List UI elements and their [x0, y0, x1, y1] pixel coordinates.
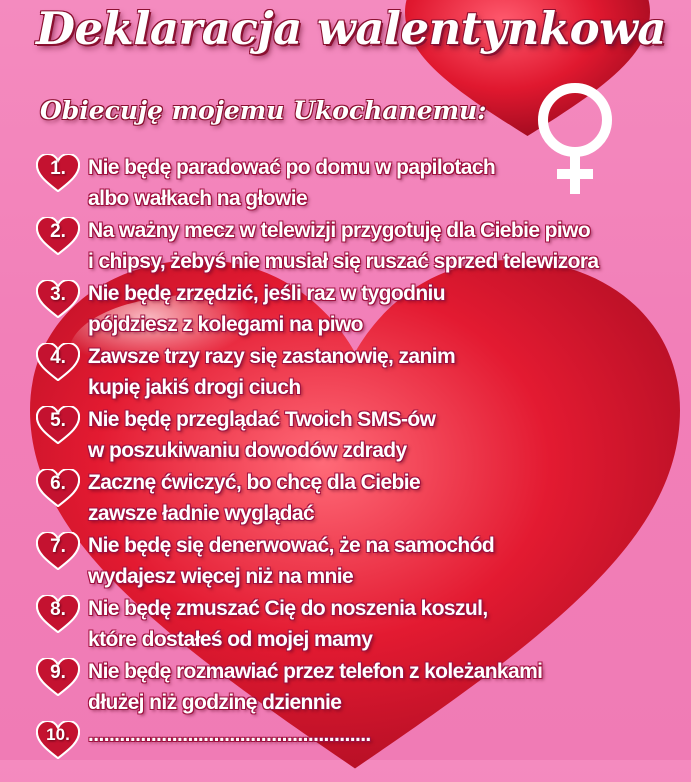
item-text [88, 215, 678, 277]
list-item [36, 530, 686, 593]
list-item [36, 656, 686, 719]
item-text [88, 152, 678, 214]
item-text [88, 467, 678, 529]
item-line-1: Nie będę zmuszać Cię do noszenia koszul, [88, 597, 488, 620]
list-item [36, 593, 686, 656]
item-text [88, 278, 678, 340]
list-item [36, 341, 686, 404]
item-line-1: Nie będę przeglądać Twoich SMS-ów [88, 408, 436, 431]
item-number: 9. [50, 662, 66, 683]
list-item [36, 278, 686, 341]
item-line-2: w poszukiwaniu dowodów zdrady [88, 439, 407, 462]
item-number: 2. [50, 221, 66, 242]
item-number: 6. [50, 473, 66, 494]
item-text [88, 593, 678, 655]
item-line-1: Nie będę się denerwować, że na samochód [88, 534, 495, 557]
list-item [36, 467, 686, 530]
item-line-1: Zawsze trzy razy się zastanowię, zanim [88, 345, 456, 368]
promise-list [36, 152, 686, 782]
subtitle: Obiecuję mojemu Ukochanemu: [40, 96, 487, 125]
item-line-1: Nie będę zrzędzić, jeśli raz w tygodniu [88, 282, 446, 305]
item-line-1: Zacznę ćwiczyć, bo chcę dla Ciebie [88, 471, 421, 494]
item-number: 3. [50, 284, 66, 305]
item-number: 7. [50, 536, 66, 557]
item-number: 5. [50, 410, 66, 431]
item-line-2: albo wałkach na głowie [88, 187, 308, 210]
list-item [36, 404, 686, 467]
item-line-2: kupię jakiś drogi ciuch [88, 376, 301, 399]
page-title: Deklaracja walentynkowa [36, 2, 667, 55]
item-line-1: ...................................................... [88, 723, 371, 746]
item-line-2: pójdziesz z kolegami na piwo [88, 313, 363, 336]
item-line-2: wydajesz więcej niż na mnie [88, 565, 354, 588]
item-number: 4. [50, 347, 66, 368]
list-item [36, 152, 686, 215]
item-text [88, 404, 678, 466]
item-line-2: i chipsy, żebyś nie musiał się ruszać sprzed telewizora [88, 250, 599, 273]
list-item [36, 215, 686, 278]
list-item [36, 719, 686, 782]
item-number: 1. [50, 158, 66, 179]
item-text [88, 341, 678, 403]
item-line-1: Nie będę paradować po domu w papilotach [88, 156, 496, 179]
item-number: 8. [50, 599, 66, 620]
item-text [88, 530, 678, 592]
item-text [88, 656, 678, 718]
item-number: 10. [46, 725, 70, 744]
item-line-1: Na ważny mecz w telewizji przygotuję dla Ciebie piwo [88, 219, 591, 242]
item-line-2: zawsze ładnie wyglądać [88, 502, 315, 525]
item-line-2: dłużej niż godzinę dziennie [88, 691, 342, 714]
item-line-2: które dostałeś od mojej mamy [88, 628, 373, 651]
item-text [88, 719, 678, 750]
item-line-1: Nie będę rozmawiać przez telefon z koleżankami [88, 660, 543, 683]
